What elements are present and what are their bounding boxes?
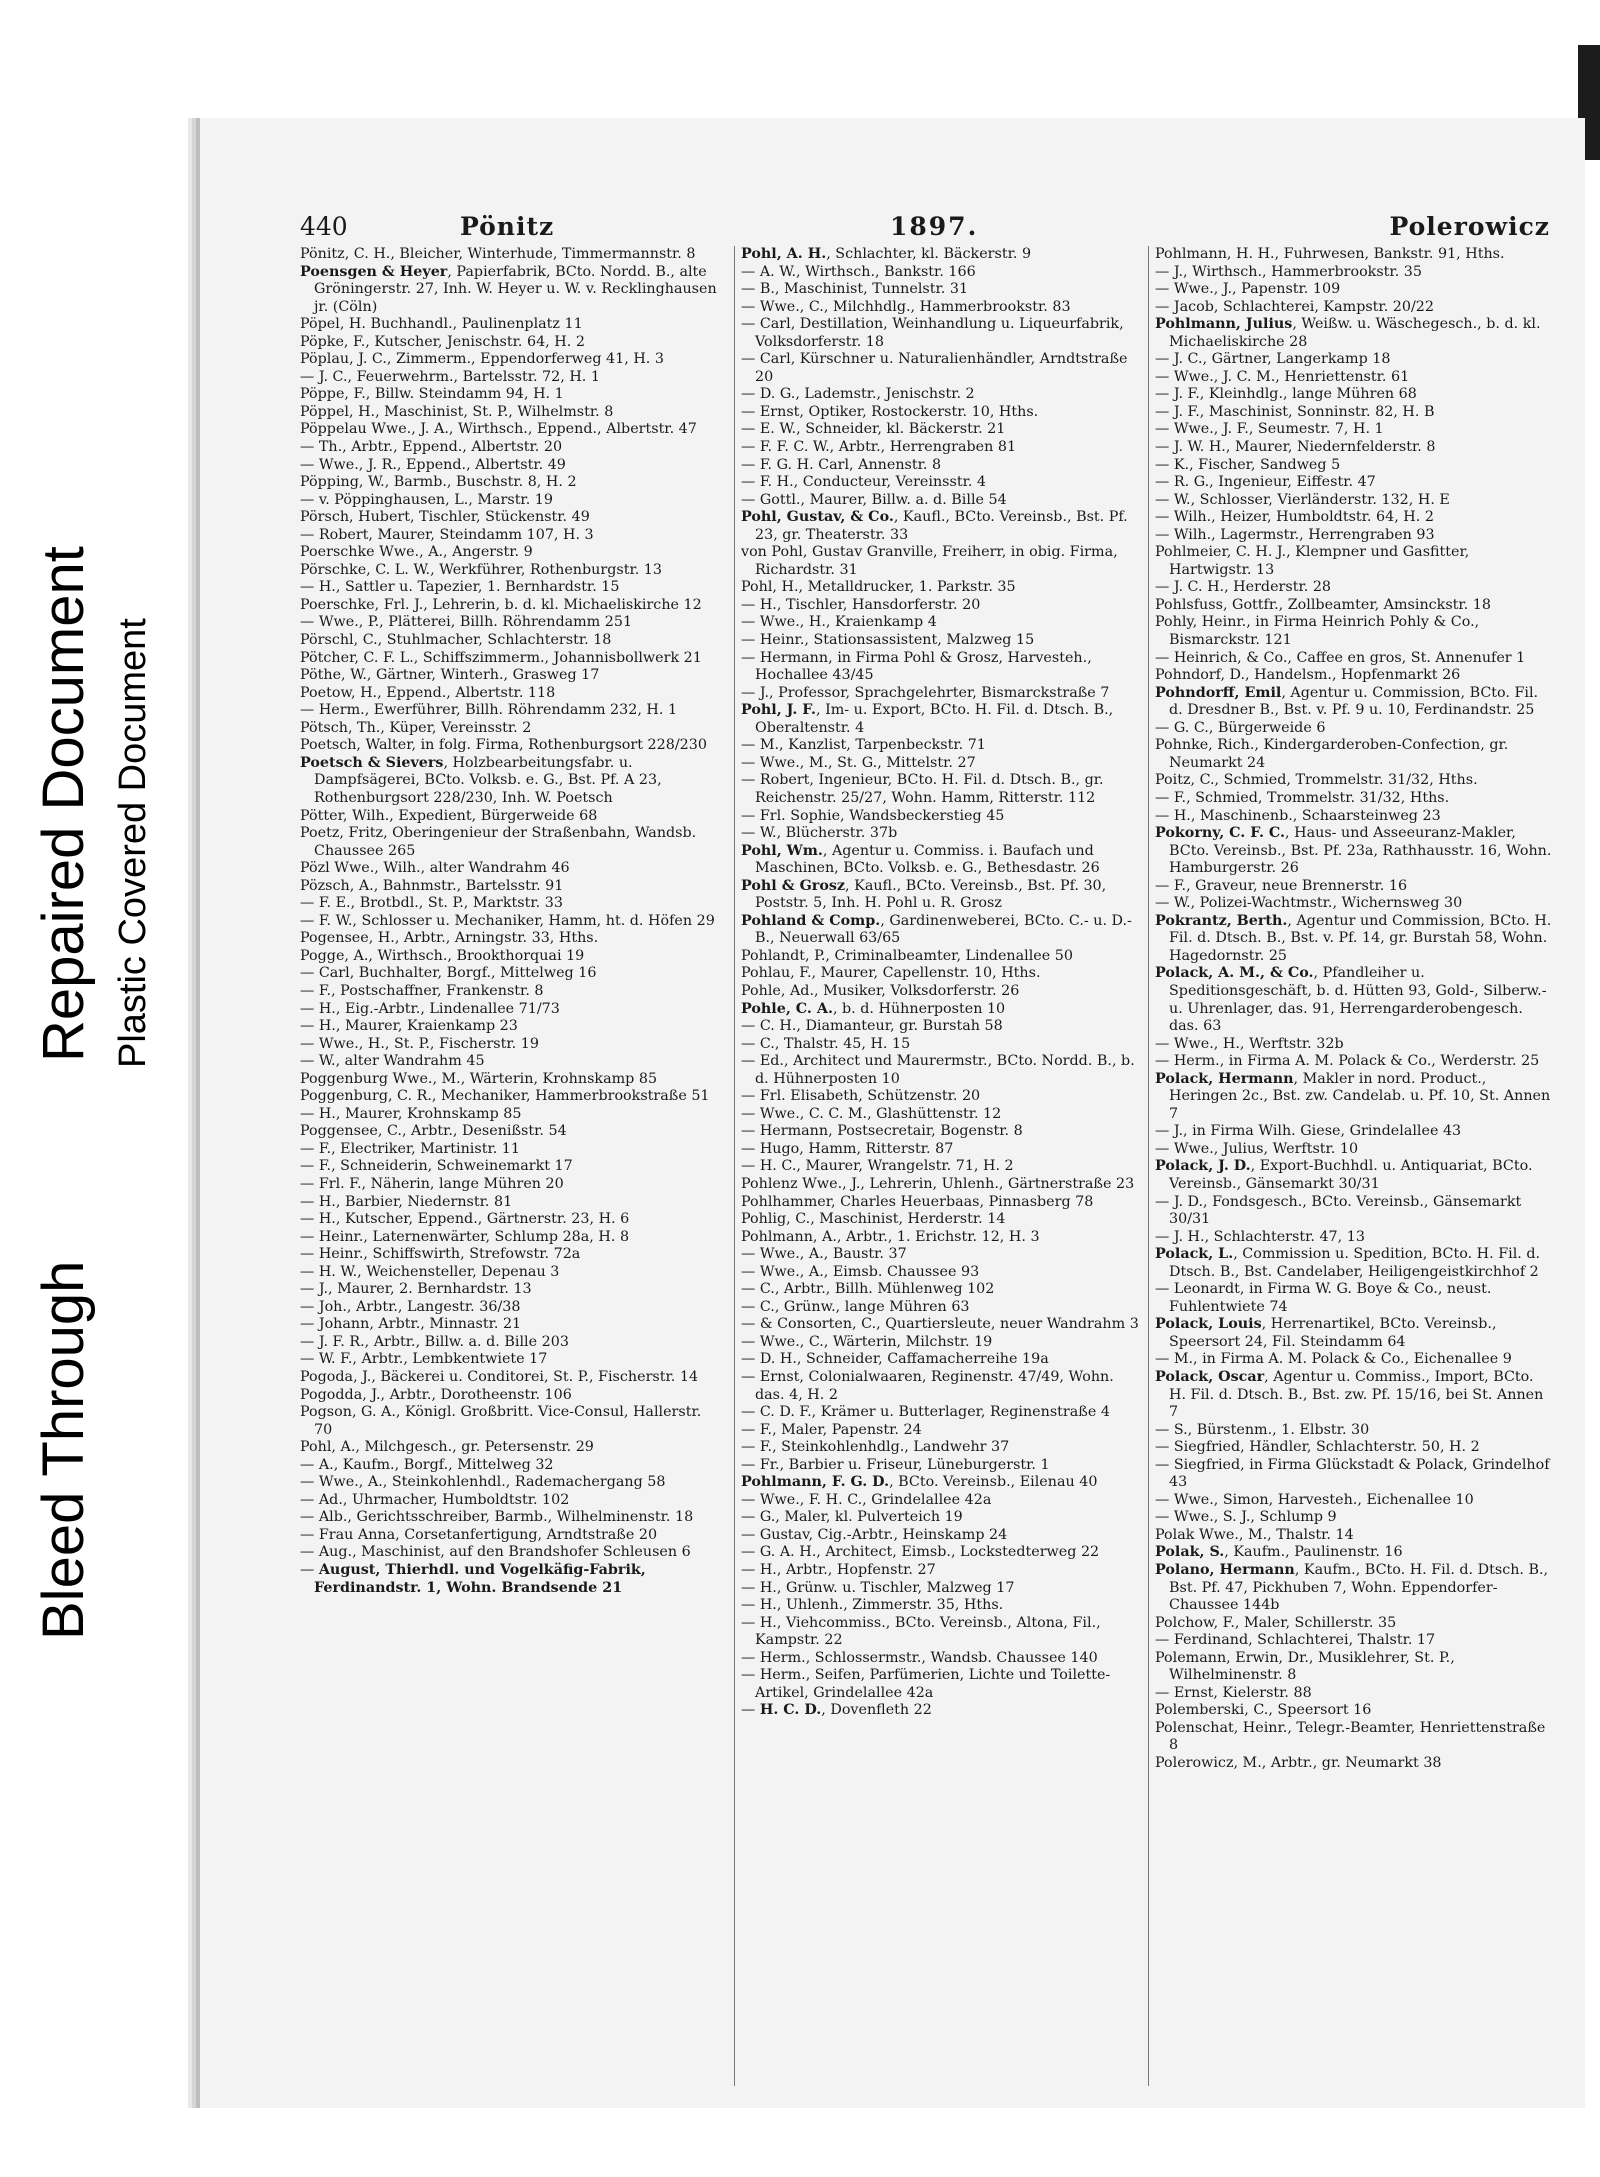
page-number: 440	[300, 212, 348, 241]
directory-entry: — Wilh., Heizer, Humboldtstr. 64, H. 2	[1155, 509, 1434, 526]
directory-entry: — & Consorten, C., Quartiersleute, neuer Wandrahm 3	[741, 1316, 1139, 1333]
directory-entry: — Frl. F., Näherin, lange Mühren 20	[300, 1175, 564, 1192]
directory-entry: — Ernst, Kielerstr. 88	[1155, 1684, 1312, 1701]
directory-entry: — H., Uhlenh., Zimmerstr. 35, Hths.	[741, 1597, 1004, 1614]
directory-entry: — K., Fischer, Sandweg 5	[1155, 456, 1341, 473]
directory-entry: Pohlandt, P., Criminalbeamter, Lindenallee 50	[741, 947, 1073, 964]
directory-entry: — Ferdinand, Schlachterei, Thalstr. 17	[1155, 1632, 1436, 1649]
directory-entry: — Heinr., Stationsassistent, Malzweg 15	[741, 632, 1035, 649]
directory-entry: — Heinr., Schiffswirth, Strefowstr. 72a	[300, 1246, 581, 1263]
directory-entry: Poerschke Wwe., A., Angerstr. 9	[300, 544, 533, 561]
directory-entry: Pogson, G. A., Königl. Großbritt. Vice-Consul, Hallerstr. 70	[300, 1404, 702, 1438]
directory-entry: Poetsch & Sievers, Holzbearbeitungsfabr. u. Dampfsägerei, BCto. Volksb. e. G., Bst. Pf. A 23, Rothenburgsort 228/230, Inh. W. Poetsch	[300, 754, 662, 806]
label-bleed-through: Bleed Through	[31, 1260, 96, 1640]
directory-entry: Pohlmeier, C. H. J., Klempner und Gasfitter, Hartwigstr. 13	[1155, 544, 1470, 578]
directory-entry: — G. C., Bürgerweide 6	[1155, 719, 1326, 736]
directory-entry: — W., Schlosser, Vierländerstr. 132, H. E	[1155, 491, 1450, 508]
directory-entry: — Hermann, in Firma Pohl & Grosz, Harvesteh., Hochallee 43/45	[741, 649, 1092, 684]
directory-entry: — W., Blücherstr. 37b	[741, 825, 898, 842]
directory-entry: — J. F. R., Arbtr., Billw. a. d. Bille 203	[300, 1333, 569, 1350]
directory-entry: — D. H., Schneider, Caffamacherreihe 19a	[741, 1351, 1049, 1368]
directory-entry: — M., in Firma A. M. Polack & Co., Eichenallee 9	[1155, 1351, 1512, 1368]
directory-entry: — Wwe., H., Kraienkamp 4	[741, 614, 937, 631]
directory-entry: — Wwe., H., St. P., Fischerstr. 19	[300, 1035, 539, 1052]
directory-entry: — W., Polizei-Wachtmstr., Wichernsweg 30	[1155, 895, 1463, 912]
directory-entry: — J. F., Maschinist, Sonninstr. 82, H. B	[1155, 403, 1435, 420]
directory-entry: — H. C., Maurer, Wrangelstr. 71, H. 2	[741, 1158, 1014, 1175]
directory-entry: Pogge, A., Wirthsch., Brookthorquai 19	[300, 947, 585, 964]
directory-entry: Pohland & Comp., Gardinenweberei, BCto. C.- u. D.-B., Neuerwall 63/65	[741, 912, 1132, 947]
directory-entry: Pöpel, H. Buchhandl., Paulinenplatz 11	[300, 316, 583, 333]
directory-entry: — Hermann, Postsecretair, Bogenstr. 8	[741, 1123, 1023, 1140]
directory-entry: Polack, L., Commission u. Spedition, BCto. H. Fil. d. Dtsch. B., Bst. Candelaber, Heiligengeistkirchhof 2	[1155, 1246, 1541, 1280]
directory-entry: — Herm., in Firma A. M. Polack & Co., Werderstr. 25	[1155, 1053, 1540, 1070]
directory-entry: — M., Kanzlist, Tarpenbeckstr. 71	[741, 737, 986, 754]
directory-entry: Poggenburg, C. R., Mechaniker, Hammerbrookstraße 51	[300, 1088, 710, 1105]
directory-entry: — Siegfried, Händler, Schlachterstr. 50, H. 2	[1155, 1439, 1480, 1456]
directory-entry: — J. H., Schlachterstr. 47, 13	[1155, 1228, 1365, 1245]
directory-columns	[300, 246, 1550, 2086]
directory-entry: — Hugo, Hamm, Ritterstr. 87	[741, 1140, 954, 1157]
directory-entry: — H., Maschinenb., Schaarsteinweg 23	[1155, 807, 1441, 824]
label-repaired-document: Repaired Document	[31, 546, 96, 1062]
directory-entry: — J. C. H., Herderstr. 28	[1155, 579, 1332, 596]
directory-entry: — F. G. H. Carl, Annenstr. 8	[741, 456, 942, 473]
directory-entry: — Ed., Architect und Maurermstr., BCto. Nordd. B., b. d. Hühnerposten 10	[741, 1053, 1135, 1087]
directory-entry: Pötsch, Th., Küper, Vereinsstr. 2	[300, 719, 532, 736]
directory-entry: Polack, Hermann, Makler in nord. Product., Heringen 2c., Bst. zw. Candelab. u. Pf. 10, St. Annen 7	[1155, 1070, 1551, 1122]
directory-entry: — B., Maschinist, Tunnelstr. 31	[741, 281, 969, 298]
directory-entry: — v. Pöppinghausen, L., Marstr. 19	[300, 491, 553, 508]
directory-entry: — Herm., Seifen, Parfümerien, Lichte und Toilette-Artikel, Grindelallee 42a	[741, 1667, 1111, 1701]
directory-entry: — D. G., Lademstr., Jenischstr. 2	[741, 386, 975, 403]
directory-entry: — H., Maurer, Krohnskamp 85	[300, 1105, 522, 1122]
directory-entry: — Johann, Arbtr., Minnastr. 21	[300, 1316, 522, 1333]
directory-entry: — Frl. Elisabeth, Schützenstr. 20	[741, 1088, 981, 1105]
directory-entry: — J. F., Kleinhdlg., lange Mühren 68	[1155, 386, 1417, 403]
directory-entry: — A., Kaufm., Borgf., Mittelweg 32	[300, 1456, 554, 1473]
directory-entry: Pohlhammer, Charles Heuerbaas, Pinnasberg 78	[741, 1193, 1094, 1210]
directory-entry: Pohly, Heinr., in Firma Heinrich Pohly & Co., Bismarckstr. 121	[1155, 614, 1480, 649]
directory-entry: Pohlau, F., Maurer, Capellenstr. 10, Hths.	[741, 965, 1041, 982]
directory-entry: Polack, Louis, Herrenartikel, BCto. Vereinsb., Speersort 24, Fil. Steindamm 64	[1155, 1316, 1497, 1350]
directory-entry: Pogodda, J., Arbtr., Dorotheenstr. 106	[300, 1386, 572, 1403]
directory-entry: Pörsch, Hubert, Tischler, Stückenstr. 49	[300, 509, 590, 526]
directory-entry: — J., Maurer, 2. Bernhardstr. 13	[300, 1281, 532, 1298]
directory-entry: — J., in Firma Wilh. Giese, Grindelallee 43	[1155, 1123, 1462, 1140]
header-left-word: Pönitz	[460, 212, 555, 241]
directory-entry: — Jacob, Schlachterei, Kampstr. 20/22	[1155, 298, 1434, 315]
directory-entry: — Carl, Buchhalter, Borgf., Mittelweg 16	[300, 965, 597, 982]
directory-entry: Poitz, C., Schmied, Trommelstr. 31/32, Hths.	[1155, 772, 1478, 789]
directory-page	[200, 118, 1585, 2108]
directory-entry: Polack, J. D., Export-Buchhdl. u. Antiquariat, BCto. Vereinsb., Gänsemarkt 30/31	[1155, 1158, 1533, 1192]
directory-entry: — Alb., Gerichtsschreiber, Barmb., Wilhelminenstr. 18	[300, 1509, 694, 1526]
directory-entry: — Joh., Arbtr., Langestr. 36/38	[300, 1298, 521, 1315]
directory-entry: Polenschat, Heinr., Telegr.-Beamter, Henriettenstraße 8	[1155, 1719, 1546, 1754]
directory-entry: — F. W., Schlosser u. Mechaniker, Hamm, ht. d. Höfen 29	[300, 912, 715, 929]
directory-entry: — Wwe., J. R., Eppend., Albertstr. 49	[300, 456, 566, 473]
directory-entry: — R. G., Ingenieur, Eiffestr. 47	[1155, 474, 1376, 491]
directory-entry: — E. W., Schneider, kl. Bäckerstr. 21	[741, 421, 1006, 438]
directory-entry: — Herm., Ewerführer, Billh. Röhrendamm 232, H. 1	[300, 702, 678, 719]
directory-entry: Pohlenz Wwe., J., Lehrerin, Uhlenh., Gärtnerstraße 23	[741, 1175, 1135, 1192]
directory-entry: Pohl, H., Metalldrucker, 1. Parkstr. 35	[741, 579, 1016, 596]
directory-entry: Pohle, C. A., b. d. Hühnerposten 10	[741, 1000, 1006, 1017]
directory-entry: — H., Kutscher, Eppend., Gärtnerstr. 23, H. 6	[300, 1211, 630, 1228]
directory-entry: Polack, A. M., & Co., Pfandleiher u. Speditionsgeschäft, b. d. Hütten 93, Gold-, Silberw.- u. Uhrenlager, das. 91, Herrengarderobengesch. das. 63	[1155, 965, 1547, 1035]
directory-entry: Pohl, A., Milchgesch., gr. Petersenstr. 29	[300, 1439, 594, 1456]
directory-entry: — C., Grünw., lange Mühren 63	[741, 1298, 970, 1315]
directory-entry: — Wwe., A., Eimsb. Chaussee 93	[741, 1263, 980, 1280]
directory-entry: — Heinr., Laternenwärter, Schlump 28a, H. 8	[300, 1228, 630, 1245]
directory-entry: — Robert, Ingenieur, BCto. H. Fil. d. Dtsch. B., gr. Reichenstr. 25/27, Wohn. Hamm, Ritterstr. 112	[741, 772, 1104, 806]
directory-entry: Pözl Wwe., Wilh., alter Wandrahm 46	[300, 860, 570, 877]
directory-entry: Polemann, Erwin, Dr., Musiklehrer, St. P., Wilhelminenstr. 8	[1155, 1649, 1455, 1684]
directory-entry: — C., Thalstr. 45, H. 15	[741, 1035, 911, 1052]
directory-entry: von Pohl, Gustav Granville, Freiherr, in obig. Firma, Richardstr. 31	[741, 544, 1118, 578]
directory-entry: Pohl, Gustav, & Co., Kaufl., BCto. Vereinsb., Bst. Pf. 23, gr. Theaterstr. 33	[741, 509, 1128, 543]
directory-entry: — Leonardt, in Firma W. G. Boye & Co., neust. Fuhlentwiete 74	[1155, 1281, 1492, 1315]
directory-entry: — August, Thierhdl. und Vogelkäfig-Fabrik, Ferdinandstr. 1, Wohn. Brandsende 21	[300, 1562, 646, 1596]
directory-entry: — F., Schmied, Trommelstr. 31/32, Hths.	[1155, 789, 1450, 806]
directory-entry: — Wwe., A., Steinkohlenhdl., Rademachergang 58	[300, 1474, 666, 1491]
page-header	[300, 212, 1550, 248]
directory-entry: — Wwe., H., Werftstr. 32b	[1155, 1035, 1344, 1052]
directory-entry: — Aug., Maschinist, auf den Brandshofer Schleusen 6	[300, 1544, 691, 1561]
directory-entry: — G., Maler, kl. Pulverteich 19	[741, 1509, 963, 1526]
header-year: 1897.	[890, 212, 979, 241]
directory-entry: — H., Sattler u. Tapezier, 1. Bernhardstr. 15	[300, 579, 620, 596]
directory-entry: — Wwe., C., Milchhdlg., Hammerbrookstr. 83	[741, 298, 1071, 315]
label-plastic-covered-document: Plastic Covered Document	[112, 618, 154, 1068]
directory-entry: — Carl, Kürschner u. Naturalienhändler, Arndtstraße 20	[741, 351, 1128, 385]
directory-entry: Pogoda, J., Bäckerei u. Conditorei, St. P., Fischerstr. 14	[300, 1369, 699, 1385]
directory-entry: Pohlmann, H. H., Fuhrwesen, Bankstr. 91, Hths.	[1155, 246, 1505, 262]
directory-entry: Pokrantz, Berth., Agentur und Commission, BCto. H. Fil. d. Dtsch. B., Bst. v. Pf. 14, gr. Burstah 58, Wohn. Hagedornstr. 25	[1155, 912, 1552, 964]
directory-entry: Polak, S., Kaufm., Paulinenstr. 16	[1155, 1544, 1403, 1561]
directory-entry: — F., Schneiderin, Schweinemarkt 17	[300, 1158, 573, 1175]
directory-entry: Polemberski, C., Speersort 16	[1155, 1702, 1372, 1719]
directory-entry: — F. H., Conducteur, Vereinsstr. 4	[741, 474, 987, 491]
directory-entry: — Frl. Sophie, Wandsbeckerstieg 45	[741, 807, 1005, 824]
directory-entry: Pohlmann, Julius, Weißw. u. Wäschegesch., b. d. kl. Michaeliskirche 28	[1155, 316, 1541, 350]
directory-entry: Pohndorf, D., Handelsm., Hopfenmarkt 26	[1155, 667, 1461, 684]
directory-entry: Poetz, Fritz, Oberingenieur der Straßenbahn, Wandsb. Chaussee 265	[300, 825, 697, 859]
directory-entry: — Wwe., F. H. C., Grindelallee 42a	[741, 1491, 992, 1508]
directory-entry: Pöpke, F., Kutscher, Jenischstr. 64, H. 2	[300, 333, 585, 350]
directory-entry: Pönitz, C. H., Bleicher, Winterhude, Timmermannstr. 8	[300, 246, 696, 262]
directory-entry: — Wwe., C., Wärterin, Milchstr. 19	[741, 1333, 993, 1350]
directory-entry: — H., Viehcommiss., BCto. Vereinsb., Altona, Fil., Kampstr. 22	[741, 1614, 1101, 1649]
directory-entry: — Wwe., Simon, Harvesteh., Eichenallee 10	[1155, 1491, 1474, 1508]
directory-entry: — Wwe., M., St. G., Mittelstr. 27	[741, 754, 976, 771]
directory-entry: Pohlsfuss, Gottfr., Zollbeamter, Amsinckstr. 18	[1155, 596, 1491, 613]
directory-entry: — C. H., Diamanteur, gr. Burstah 58	[741, 1018, 1003, 1035]
directory-entry: Polak Wwe., M., Thalstr. 14	[1155, 1526, 1354, 1543]
directory-entry: — Heinrich, & Co., Caffee en gros, St. Annenufer 1	[1155, 649, 1526, 666]
directory-entry: — S., Bürstenm., 1. Elbstr. 30	[1155, 1421, 1370, 1438]
directory-entry: — H., Eig.-Arbtr., Lindenallee 71/73	[300, 1000, 560, 1017]
header-right-word: Polerowicz	[1389, 212, 1550, 241]
directory-entry: Pokorny, C. F. C., Haus- und Asseeuranz-Makler, BCto. Vereinsb., Bst. Pf. 23a, Rathhausstr. 16, Wohn. Hamburgerstr. 26	[1155, 825, 1552, 877]
directory-entry: — H., Grünw. u. Tischler, Malzweg 17	[741, 1579, 1015, 1596]
directory-entry: Pohl, J. F., Im- u. Export, BCto. H. Fil. d. Dtsch. B., Oberaltenstr. 4	[741, 702, 1114, 736]
column-2	[734, 246, 1143, 2086]
directory-entry: Pörschke, C. L. W., Werkführer, Rothenburgstr. 13	[300, 561, 662, 578]
directory-entry: Pohl, A. H., Schlachter, kl. Bäckerstr. 9	[741, 246, 1032, 262]
directory-entry: — H., Barbier, Niedernstr. 81	[300, 1193, 513, 1210]
directory-entry: — H., Tischler, Hansdorferstr. 20	[741, 596, 981, 613]
directory-entry: Poerschke, Frl. J., Lehrerin, b. d. kl. Michaeliskirche 12	[300, 596, 702, 613]
directory-entry: Poetow, H., Eppend., Albertstr. 118	[300, 684, 556, 701]
directory-entry: Pogensee, H., Arbtr., Arningstr. 33, Hths.	[300, 930, 599, 947]
directory-entry: — Ad., Uhrmacher, Humboldtstr. 102	[300, 1491, 570, 1508]
directory-entry: — A. W., Wirthsch., Bankstr. 166	[741, 263, 976, 280]
column-1	[300, 246, 718, 2086]
directory-entry: Poetsch, Walter, in folg. Firma, Rothenburgsort 228/230	[300, 737, 707, 754]
directory-entry: — Siegfried, in Firma Glückstadt & Polack, Grindelhof 43	[1155, 1456, 1550, 1491]
directory-entry: Pörschl, C., Stuhlmacher, Schlachterstr. 18	[300, 632, 612, 649]
directory-entry: Poggenburg Wwe., M., Wärterin, Krohnskamp 85	[300, 1070, 658, 1087]
directory-entry: — C., Arbtr., Billh. Mühlenweg 102	[741, 1281, 995, 1298]
column-3	[1148, 246, 1555, 2086]
directory-entry: — H. C. D., Dovenfleth 22	[741, 1702, 932, 1719]
directory-entry: Pöppe, F., Billw. Steindamm 94, H. 1	[300, 386, 564, 403]
directory-entry: — J. C., Feuerwehrm., Bartelsstr. 72, H. 1	[300, 368, 600, 385]
directory-entry: — F., Maler, Papenstr. 24	[741, 1421, 922, 1438]
directory-entry: — W. F., Arbtr., Lembkentwiete 17	[300, 1351, 548, 1368]
directory-entry: — Robert, Maurer, Steindamm 107, H. 3	[300, 526, 594, 543]
directory-entry: Poensgen & Heyer, Papierfabrik, BCto. Nordd. B., alte Gröningerstr. 27, Inh. W. Heyer u. W. v. Recklinghausen jr. (Cöln)	[300, 263, 717, 315]
directory-entry: — H. W., Weichensteller, Depenau 3	[300, 1263, 560, 1280]
directory-entry: — J. D., Fondsgesch., BCto. Vereinsb., Gänsemarkt 30/31	[1155, 1193, 1522, 1228]
directory-entry: Pöplau, J. C., Zimmerm., Eppendorferweg 41, H. 3	[300, 351, 664, 368]
directory-entry: — Wwe., S. J., Schlump 9	[1155, 1509, 1337, 1526]
directory-entry: — F. E., Brotbdl., St. P., Marktstr. 33	[300, 895, 563, 912]
directory-entry: — Ernst, Optiker, Rostockerstr. 10, Hths.	[741, 403, 1039, 420]
directory-entry: Pohlmann, A., Arbtr., 1. Erichstr. 12, H. 3	[741, 1228, 1040, 1245]
directory-entry: — Wwe., J., Papenstr. 109	[1155, 281, 1341, 298]
directory-entry: — C. D. F., Krämer u. Butterlager, Reginenstraße 4	[741, 1404, 1110, 1421]
directory-entry: Polerowicz, M., Arbtr., gr. Neumarkt 38	[1155, 1755, 1442, 1772]
directory-entry: — Th., Arbtr., Eppend., Albertstr. 20	[300, 439, 563, 456]
directory-entry: — Wwe., C. C. M., Glashüttenstr. 12	[741, 1105, 1002, 1122]
directory-entry: — H., Arbtr., Hopfenstr. 27	[741, 1562, 936, 1579]
directory-entry: — F., Electriker, Martinistr. 11	[300, 1140, 520, 1157]
directory-entry: Pötcher, C. F. L., Schiffszimmerm., Johannisbollwerk 21	[300, 649, 702, 666]
directory-entry: — Ernst, Colonialwaaren, Reginenstr. 47/49, Wohn. das. 4, H. 2	[741, 1369, 1114, 1403]
directory-entry: Pöthe, W., Gärtner, Winterh., Grasweg 17	[300, 667, 600, 684]
directory-entry: — F., Steinkohlenhdlg., Landwehr 37	[741, 1439, 1010, 1456]
directory-entry: — J. W. H., Maurer, Niedernfelderstr. 8	[1155, 439, 1436, 456]
directory-entry: Polchow, F., Maler, Schillerstr. 35	[1155, 1614, 1397, 1631]
directory-entry: Pohle, Ad., Musiker, Volksdorferstr. 26	[741, 982, 1020, 999]
directory-entry: Pohnke, Rich., Kindergarderoben-Confection, gr. Neumarkt 24	[1155, 737, 1509, 771]
directory-entry: — Wwe., P., Plätterei, Billh. Röhrendamm 251	[300, 614, 633, 631]
directory-entry: — Gustav, Cig.-Arbtr., Heinskamp 24	[741, 1526, 1008, 1543]
directory-entry: — G. A. H., Architect, Eimsb., Lockstedterweg 22	[741, 1544, 1100, 1561]
directory-entry: Polano, Hermann, Kaufm., BCto. H. Fil. d. Dtsch. B., Bst. Pf. 47, Pickhuben 7, Wohn. Eppendorfer-Chaussee 144b	[1155, 1562, 1549, 1614]
directory-entry: Pöpping, W., Barmb., Buschstr. 8, H. 2	[300, 474, 577, 491]
directory-entry: Pohlmann, F. G. D., BCto. Vereinsb., Eilenau 40	[741, 1474, 1098, 1491]
directory-entry: Pohlig, C., Maschinist, Herderstr. 14	[741, 1211, 1006, 1228]
directory-entry: Pohl, Wm., Agentur u. Commiss. i. Baufach und Maschinen, BCto. Volksb. e. G., Bethesdastr. 26	[741, 842, 1100, 877]
directory-entry: Pöppelau Wwe., J. A., Wirthsch., Eppend., Albertstr. 47	[300, 421, 697, 438]
directory-entry: — Wilh., Lagermstr., Herrengraben 93	[1155, 526, 1435, 543]
directory-entry: — Carl, Destillation, Weinhandlung u. Liqueurfabrik, Volksdorferstr. 18	[741, 316, 1124, 350]
directory-entry: — Herm., Schlossermstr., Wandsb. Chaussee 140	[741, 1649, 1098, 1666]
directory-entry: — J., Professor, Sprachgelehrter, Bismarckstraße 7	[741, 684, 1110, 701]
directory-entry: Poggensee, C., Arbtr., Desenißstr. 54	[300, 1123, 567, 1140]
directory-entry: — H., Maurer, Kraienkamp 23	[300, 1018, 518, 1035]
directory-entry: — W., alter Wandrahm 45	[300, 1053, 485, 1070]
directory-entry: — F., Postschaffner, Frankenstr. 8	[300, 982, 544, 999]
directory-entry: — F. F. C. W., Arbtr., Herrengraben 81	[741, 439, 1017, 456]
directory-entry: Polack, Oscar, Agentur u. Commiss., Import, BCto. H. Fil. d. Dtsch. B., Bst. zw. Pf. 15/16, bei St. Annen 7	[1155, 1369, 1544, 1421]
directory-entry: — Frau Anna, Corsetanfertigung, Arndtstraße 20	[300, 1526, 658, 1543]
directory-entry: Pözsch, A., Bahnmstr., Bartelsstr. 91	[300, 877, 564, 894]
directory-entry: — J., Wirthsch., Hammerbrookstr. 35	[1155, 263, 1422, 280]
directory-entry: Pötter, Wilh., Expedient, Bürgerweide 68	[300, 807, 598, 824]
directory-entry: — J. C., Gärtner, Langerkamp 18	[1155, 351, 1391, 368]
directory-entry: — Fr., Barbier u. Friseur, Lüneburgerstr. 1	[741, 1456, 1050, 1473]
directory-entry: — Wwe., J. F., Seumestr. 7, H. 1	[1155, 421, 1384, 438]
directory-entry: — Wwe., Julius, Werftstr. 10	[1155, 1140, 1359, 1157]
directory-entry: Pohndorff, Emil, Agentur u. Commission, BCto. Fil. d. Dresdner B., Bst. v. Pf. 9 u. 10, Ferdinandstr. 25	[1155, 684, 1539, 719]
directory-entry: — Gottl., Maurer, Billw. a. d. Bille 54	[741, 491, 1007, 508]
directory-entry: — Wwe., A., Baustr. 37	[741, 1246, 907, 1263]
directory-entry: — Wwe., J. C. M., Henriettenstr. 61	[1155, 368, 1410, 385]
directory-entry: Pöppel, H., Maschinist, St. P., Wilhelmstr. 8	[300, 403, 614, 420]
directory-entry: — F., Graveur, neue Brennerstr. 16	[1155, 877, 1408, 894]
directory-entry: Pohl & Grosz, Kaufl., BCto. Vereinsb., Bst. Pf. 30, Poststr. 5, Inh. H. Pohl u. R. Grosz	[741, 877, 1107, 912]
